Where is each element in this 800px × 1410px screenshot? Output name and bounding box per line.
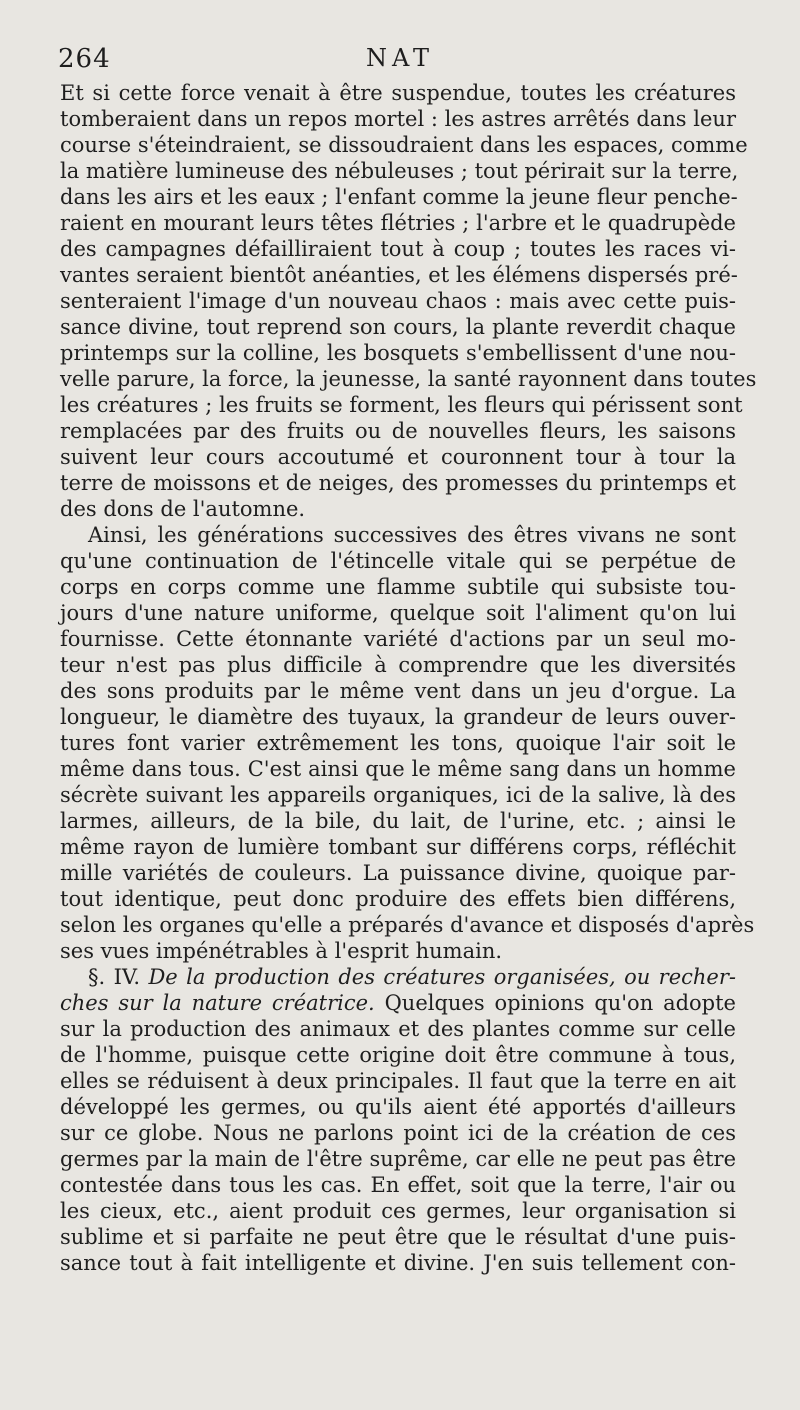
text-line: course s'éteindraient, se dissoudraient dans les espaces, comme: [60, 133, 748, 157]
text-line: sance divine, tout reprend son cours, la plante reverdit chaque: [60, 315, 736, 339]
running-head: NAT: [365, 44, 435, 72]
text-line: longueur, le diamètre des tuyaux, la grandeur de leurs ouver-: [60, 705, 736, 729]
text-line: fournisse. Cette étonnante variété d'actions par un seul mo-: [60, 627, 736, 651]
text-line: développé les germes, ou qu'ils aient été apportés d'ailleurs: [60, 1095, 736, 1119]
text-run: Quelques opinions qu'on adopte: [374, 991, 736, 1015]
text-line: velle parure, la force, la jeunesse, la santé rayonnent dans toutes: [60, 367, 757, 391]
paragraph-2: [60, 522, 755, 964]
text-line: les créatures ; les fruits se forment, les fleurs qui périssent sont: [60, 393, 743, 417]
text-line: germes par la main de l'être suprême, car elle ne peut pas être: [60, 1147, 736, 1171]
text-line: des campagnes défailliraient tout à coup ; toutes les races vi-: [60, 237, 736, 261]
text-line: vantes seraient bientôt anéanties, et les élémens dispersés pré-: [60, 263, 738, 287]
text-line: de l'homme, puisque cette origine doit être commune à tous,: [60, 1043, 736, 1067]
text-line: terre de moissons et de neiges, des promesses du printemps et: [60, 471, 736, 495]
text-line: la matière lumineuse des nébuleuses ; tout périrait sur la terre,: [60, 159, 739, 183]
text-line: sur ce globe. Nous ne parlons point ici de la création de ces: [60, 1121, 736, 1145]
text-line: sur la production des animaux et des plantes comme sur celle: [60, 1017, 736, 1041]
text-line: tout identique, peut donc produire des effets bien différens,: [60, 887, 736, 911]
text-line: les cieux, etc., aient produit ces germes, leur organisation si: [60, 1199, 736, 1223]
page-header: [0, 44, 800, 78]
section-iv-paragraph: [60, 964, 736, 1276]
text-line: des sons produits par le même vent dans un jeu d'orgue. La: [60, 679, 736, 703]
text-line: printemps sur la colline, les bosquets s'embellissent d'une nou-: [60, 341, 736, 365]
text-line: larmes, ailleurs, de la bile, du lait, de l'urine, etc. ; ainsi le: [60, 809, 736, 833]
text-line: teur n'est pas plus difficile à comprendre que les diversités: [60, 653, 736, 677]
section-title-continued: ches sur la nature créatrice.: [60, 991, 375, 1015]
text-line: suivent leur cours accoutumé et couronnent tour à tour la: [60, 445, 736, 469]
text-line: senteraient l'image d'un nouveau chaos : mais avec cette puis-: [60, 289, 736, 313]
text-line: contestée dans tous les cas. En effet, soit que la terre, l'air ou: [60, 1173, 736, 1197]
text-line: mille variétés de couleurs. La puissance divine, quoique par-: [60, 861, 736, 885]
text-line: Et si cette force venait à être suspendue, toutes les créatures: [60, 81, 736, 105]
section-mark: §. IV.: [88, 965, 141, 989]
text-line: même dans tous. C'est ainsi que le même sang dans un homme: [60, 757, 736, 781]
section-title: De la production des créatures organisées, ou recher-: [148, 965, 736, 989]
text-line: sublime et si parfaite ne peut être que le résultat d'une puis-: [60, 1225, 736, 1249]
text-line: remplacées par des fruits ou de nouvelles fleurs, les saisons: [60, 419, 736, 443]
text-line: Ainsi, les générations successives des êtres vivans ne sont: [88, 523, 736, 547]
text-line: qu'une continuation de l'étincelle vitale qui se perpétue de: [60, 549, 736, 573]
text-line: raient en mourant leurs têtes flétries ; l'arbre et le quadrupède: [60, 211, 736, 235]
text-line: tomberaient dans un repos mortel : les astres arrêtés dans leur: [60, 107, 736, 131]
text-line: selon les organes qu'elle a préparés d'avance et disposés d'après: [60, 913, 755, 937]
text-line: même rayon de lumière tombant sur différens corps, réfléchit: [60, 835, 736, 859]
section-heading-line: [60, 990, 736, 1016]
body-text: [60, 80, 757, 1276]
section-heading-line: [60, 964, 736, 990]
text-line: sance tout à fait intelligente et divine. J'en suis tellement con-: [60, 1251, 736, 1275]
text-line: tures font varier extrêmement les tons, quoique l'air soit le: [60, 731, 736, 755]
text-line: elles se réduisent à deux principales. Il faut que la terre en ait: [60, 1069, 736, 1093]
text-line: dans les airs et les eaux ; l'enfant comme la jeune fleur penche-: [60, 185, 738, 209]
text-line: ses vues impénétrables à l'esprit humain.: [60, 939, 503, 963]
page-number: 264: [58, 44, 111, 74]
text-line: jours d'une nature uniforme, quelque soit l'aliment qu'on lui: [60, 601, 736, 625]
text-line: corps en corps comme une flamme subtile qui subsiste tou-: [60, 575, 736, 599]
text-line: des dons de l'automne.: [60, 497, 306, 521]
text-line: sécrète suivant les appareils organiques, ici de la salive, là des: [60, 783, 736, 807]
paragraph-1: [60, 80, 757, 522]
